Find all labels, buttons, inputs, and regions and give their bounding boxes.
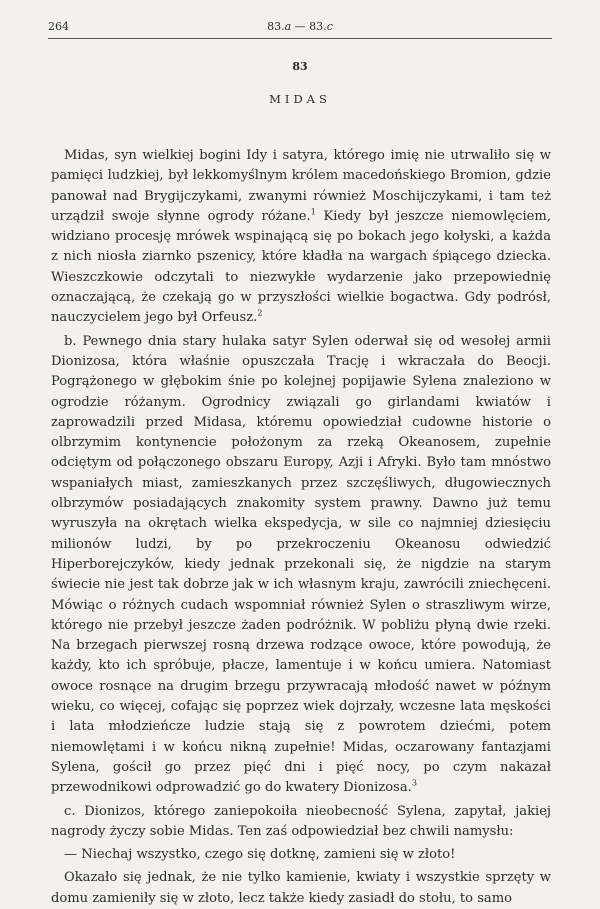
section-title: MIDAS [269, 92, 331, 106]
paragraph-text: Okazało się jednak, że nie tylko kamienie, kwiaty i wszystkie sprzęty w domu zamieniły się w złoto, lecz także kiedy zasiadł do stołu, to samo [51, 870, 551, 906]
paragraph-a [51, 146, 551, 329]
header-rule [48, 38, 552, 39]
paragraph-text: — Niechaj wszystko, czego się dotknę, zamieni się w złoto! [64, 847, 456, 863]
running-head: 83.a — 83.c [267, 20, 333, 33]
paragraph-c [51, 802, 551, 843]
page-header [48, 20, 552, 36]
paragraph-text: Midas, syn wielkiej bogini Idy i satyra, którego imię nie utrwaliło się w pamięci ludzkiej, był lekkomyślnym królem macedońskiego Bromion, gdzie panował nad Brygijczykami, zwanymi również Moschijczykami, i tam też urządził swoje słynne ogrody różane. [51, 148, 551, 224]
paragraph-dialogue [51, 845, 551, 865]
footnote-ref-1: 1 [310, 207, 316, 217]
body-text [51, 146, 551, 909]
paragraph-text: c. Dionizos, którego zaniepokoiła nieobecność Sylena, zapytał, jakiej nagrody życzy sobie Midas. Ten zaś odpowiedział bez chwili namysłu: [51, 803, 551, 839]
footnote-ref-3: 3 [411, 778, 417, 788]
footnote-ref-2: 2 [257, 309, 263, 319]
section-number: 83 [292, 60, 308, 73]
paragraph-text: Kiedy był jeszcze niemowlęciem, widziano procesję mrówek wspinającą się po bokach jego kołyski, a każda z nich niosła ziarnko pszenicy, które kładła na wargach śpiącego dziecka. Wieszczkowie odczytali to niezwykłe wydarzenie jako przepowiednię oznaczającą, że czekają go w przyszłości wielkie bogactwa. Gdy podrósł, nauczycielem jego był Orfeusz. [51, 208, 551, 326]
page-number: 264 [48, 20, 69, 33]
paragraph-b [51, 332, 551, 799]
paragraph-text: b. Pewnego dnia stary hulaka satyr Sylen oderwał się od wesołej armii Dionizosa, która właśnie opuszczała Trację i wkraczała do Beocji. Pogrążonego w głębokim śnie po kolejnej popijawie Sylena znaleziono w ogrodzie różanym. Ogrodnicy związali go girlandami kwiatów i zaprowadzili przed Midasa, któremu opowiedział cudowne historie o olbrzymim kontynencie położonym za rzeką Okeanosem, zupełnie odciętym od połączonego obszaru Europy, Azji i Afryki. Było tam mnóstwo wspaniałych miast, zamieszkanych przez szczęśliwych, długowiecznych olbrzymów posiadających znakomity system prawny. Dawno już temu wyruszyła na okrętach wielka ekspedycja, w sile co najmniej dziesięciu milionów ludzi, by po przekroczeniu Okeanosu odwiedzić Hiperborejczyków, kiedy jednak przekonali się, że nigdzie na starym świecie nie jest tak dobrze jak w ich własnym kraju, zawrócili zniechęceni. Mówiąc o różnych cudach wspomniał również Sylen o straszliwym wirze, którego nie przebył jeszcze żaden podróżnik. W pobliżu płyną dwie rzeki. Na brzegach pierwszej rosną drzewa rodzące owoce, które powodują, że każdy, kto ich spróbuje, płacze, lamentuje i w końcu umiera. Natomiast owoce rosnące na drugim brzegu przywracają młodość nawet w późnym wieku, co więcej, cofając się poprzez wiek dojrzały, wczesne lata męskości i lata młodzieńcze ludzie stają się z powrotem dziećmi, potem niemowlętami i w końcu nikną zupełnie! Midas, oczarowany fantazjami Sylena, gościł go przez pięć dni i pięć nocy, po czym nakazał przewodnikowi odprowadzić go do kwatery Dionizosa. [51, 333, 551, 796]
paragraph-continuation [51, 868, 551, 909]
